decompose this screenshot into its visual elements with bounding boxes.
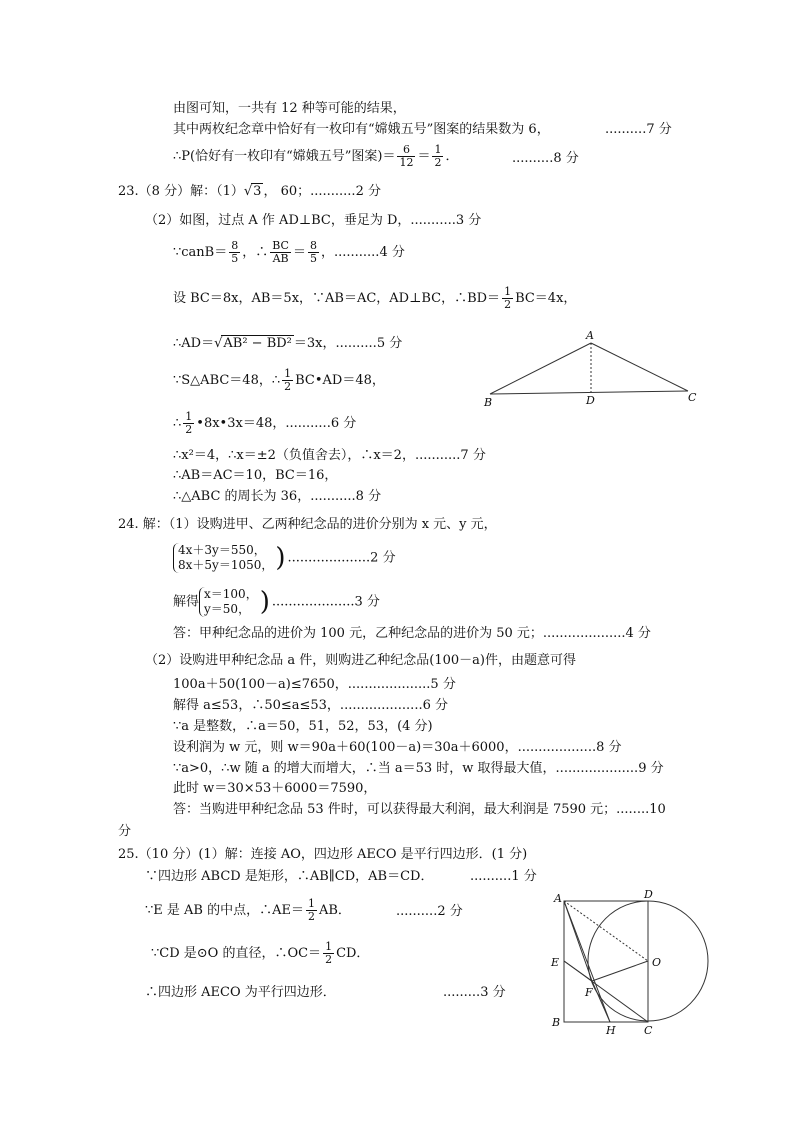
p25-step2-score: ..........1 分 bbox=[470, 869, 537, 884]
p23-step5: ∴AD＝√AB² − BD² ＝3x，..........5 分 bbox=[173, 336, 403, 351]
p25-step5-score: .........3 分 bbox=[443, 985, 506, 1000]
p24-step5: ∵a 是整数，∴a＝50，51，52，53，(4 分) bbox=[173, 719, 433, 734]
p23-step10: ∴△ABC 的周长为 36，...........8 分 bbox=[173, 489, 382, 504]
segment-ah bbox=[564, 901, 610, 1022]
p24-heading: 24. 解：（1）设购进甲、乙两种纪念品的进价分别为 x 元、y 元， bbox=[118, 517, 497, 532]
p22-line2: 其中两枚纪念章中恰好有一枚印有“嫦娥五号”图案的结果数为 6， bbox=[173, 122, 550, 137]
rectangle-circle-figure bbox=[540, 888, 720, 1038]
label-h: H bbox=[606, 1024, 616, 1037]
label-b: B bbox=[552, 1016, 561, 1029]
p23-step8: ∴x²＝4，∴x＝±2（负值舍去），∴x＝2，...........7 分 bbox=[173, 448, 486, 463]
fraction: $\frac{8}{5}$ bbox=[231, 239, 239, 265]
solution-system: x＝100， y＝50， bbox=[199, 587, 258, 617]
label-f: F bbox=[585, 986, 593, 999]
fraction: $\frac{1}{2}$ bbox=[307, 897, 315, 923]
equation-system: 4x＋3y＝550， 8x＋5y＝1050， bbox=[173, 543, 273, 573]
p25-step3: ∵E 是 AB 的中点，∴AE＝ $\frac{1}{2}$ AB． bbox=[145, 897, 351, 923]
p24-answer1: 答：甲种纪念品的进价为 100 元，乙种纪念品的进价为 50 元；....................4 分 bbox=[173, 626, 651, 641]
p22-line3-score: ..........8 分 bbox=[512, 151, 579, 166]
p23-heading: 23.（8 分）解：（1）√3 ， 60；...........2 分 bbox=[118, 184, 381, 199]
triangle-abc-figure bbox=[478, 328, 708, 410]
p24-step8: 此时 w＝30×53＋6000＝7590， bbox=[173, 781, 377, 796]
p24-step6: 设利润为 w 元，则 w＝90a＋60(100－a)＝30a＋6000，...................8 分 bbox=[173, 740, 622, 755]
p24-step9: 答：当购进甲种纪念品 53 件时，可以获得最大利润，最大利润是 7590 元；........10 bbox=[173, 802, 666, 817]
sqrt-radicand: 3 bbox=[253, 184, 262, 199]
label-d: D bbox=[644, 888, 653, 901]
label-c: C bbox=[644, 1024, 653, 1037]
p24-step7: ∵a>0，∴w 随 a 的增大而增大，∴当 a＝53 时，w 取得最大值，....................9 分 bbox=[173, 761, 664, 776]
label-c: C bbox=[688, 391, 697, 404]
label-o: O bbox=[652, 956, 662, 969]
sqrt-symbol: √ bbox=[214, 336, 223, 351]
side-ab bbox=[490, 343, 591, 394]
p24-step10: 分 bbox=[118, 824, 132, 839]
segment-ao bbox=[564, 901, 648, 961]
label-d: D bbox=[586, 394, 595, 407]
sqrt-radicand: AB² − BD² bbox=[223, 336, 292, 351]
p25-step2: ∵四边形 ABCD 是矩形，∴AB∥CD，AB＝CD． bbox=[145, 869, 434, 884]
p24-step2: （2）设购进甲种纪念品 a 件，则购进乙种纪念品(100－a)件，由题意可得 bbox=[145, 653, 576, 668]
sqrt-symbol: √ bbox=[243, 184, 253, 199]
p23-step2: （2）如图，过点 A 作 AD⊥BC，垂足为 D，...........3 分 bbox=[145, 213, 482, 228]
p24-step3: 100a＋50(100－a)≤7650，....................5 分 bbox=[173, 677, 456, 692]
label-e: E bbox=[551, 956, 560, 969]
fraction: $\frac{BC}{AB}$ bbox=[272, 239, 289, 265]
p24-step4: 解得 a≤53，∴50≤a≤53，....................6 分 bbox=[173, 698, 448, 713]
p24-solution: 解得 x＝100， y＝50， ) ....................3 分 bbox=[173, 587, 380, 617]
p22-prob-label: ∴P(恰好有一枚印有“嫦娥五号”图案)＝ bbox=[173, 149, 396, 164]
fraction: $\frac{1}{2}$ bbox=[434, 143, 442, 169]
fraction: $\frac{1}{2}$ bbox=[185, 410, 193, 436]
fraction: $\frac{8}{5}$ bbox=[309, 239, 317, 265]
segment-fo bbox=[592, 961, 648, 981]
bracket: ) bbox=[259, 587, 270, 617]
label-a: A bbox=[586, 329, 594, 342]
label-a: A bbox=[554, 892, 562, 905]
p23-step6: ∵S△ABC＝48，∴ $\frac{1}{2}$ BC•AD＝48， bbox=[173, 367, 385, 393]
p23-step7: ∴ $\frac{1}{2}$ •8x•3x＝48，...........6 分 bbox=[173, 410, 357, 436]
p22-line3: ∴P(恰好有一枚印有“嫦娥五号”图案)＝ $\frac{6}{12}$ ＝ $\frac{1}{2}$ ． bbox=[173, 143, 459, 169]
p25-heading: 25.（10 分）(1）解：连接 AO，四边形 AECO 是平行四边形．(1 分) bbox=[118, 847, 528, 862]
fraction: $\frac{1}{2}$ bbox=[325, 940, 333, 966]
fraction: $\frac{6}{12}$ bbox=[399, 143, 414, 169]
p25-step5: ∴四边形 AECO 为平行四边形． bbox=[145, 985, 336, 1000]
label-b: B bbox=[484, 396, 493, 409]
fraction: $\frac{1}{2}$ bbox=[504, 285, 512, 311]
p23-step9: ∴AB＝AC＝10，BC＝16， bbox=[173, 468, 338, 483]
p25-step4: ∵CD 是⊙O 的直径，∴OC＝ $\frac{1}{2}$ CD． bbox=[151, 940, 370, 966]
p23-step3: ∵canB＝ $\frac{8}{5}$ ，∴ $\frac{BC}{AB}$ ＝ $\frac{8}{5}$ ，...........4 分 bbox=[173, 239, 405, 265]
p25-step3-score: ..........2 分 bbox=[396, 904, 463, 919]
p22-line2-score: ..........7 分 bbox=[605, 122, 672, 137]
fraction: $\frac{1}{2}$ bbox=[284, 367, 292, 393]
p22-line1: 由图可知，一共有 12 种等可能的结果， bbox=[173, 101, 406, 116]
bracket: ) bbox=[275, 543, 286, 573]
side-ac bbox=[591, 343, 688, 391]
p24-system: 4x＋3y＝550， 8x＋5y＝1050， ) ....................2 分 bbox=[173, 543, 396, 573]
p23-step4: 设 BC＝8x，AB＝5x，∵AB＝AC，AD⊥BC，∴BD＝ $\frac{1}{2}$ BC＝4x， bbox=[173, 285, 577, 311]
